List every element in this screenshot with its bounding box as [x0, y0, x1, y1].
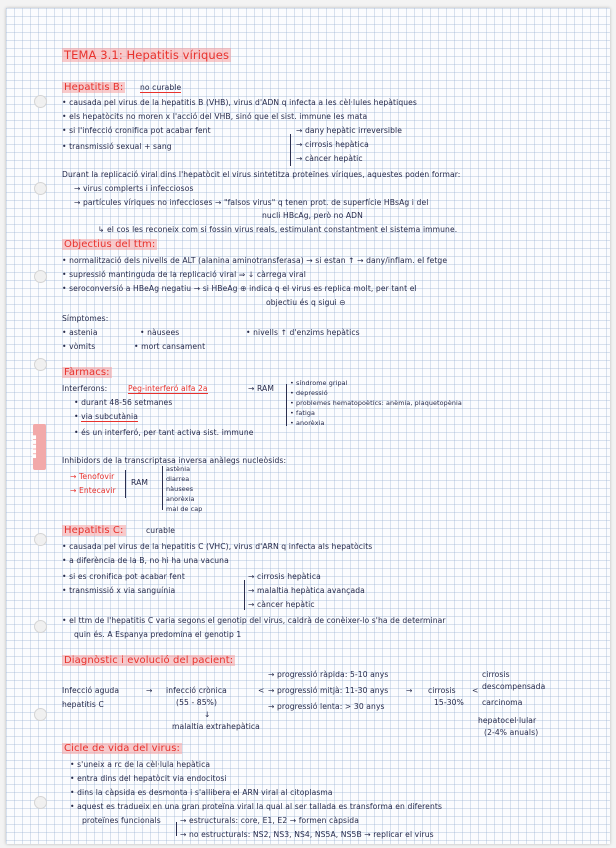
- objectius-heading: Objectius del ttm:: [64, 239, 156, 250]
- hepb-dash-1: → virus complerts i infecciosos: [74, 184, 194, 193]
- hepc-result-2: → malaltia hepàtica avançada: [248, 586, 365, 595]
- hepb-bullet-1: • causada pel virus de la hepatitis B (VHB), virus d'ADN q infecta a les cèl·lules hepàtiques: [62, 98, 417, 107]
- farmac-note-3: • és un interferó, per tant activa sist. immune: [74, 428, 254, 437]
- cirrosis-node: cirrosis: [428, 686, 456, 695]
- down-arrow-icon: ↓: [204, 710, 211, 719]
- simptoma-1: • astenia: [62, 328, 98, 337]
- binder-hole: [34, 708, 47, 721]
- infeccio-aguda: Infecció aguda: [62, 686, 120, 695]
- ram2-item-2: diarrea: [166, 475, 190, 483]
- binder-hole: [34, 95, 47, 108]
- ram-item-5: • anorèxia: [290, 419, 325, 427]
- page-title: TEMA 3.1: Hepatitis víriques: [64, 48, 230, 62]
- outcome-carcinoma-b: hepatocel·lular: [478, 716, 537, 725]
- infeccio-aguda-type: hepatitis C: [62, 700, 104, 709]
- hepc-result-3: → càncer hepàtic: [248, 600, 315, 609]
- cicle-heading: Cicle de vida del virus:: [64, 743, 180, 754]
- hepb-bullet-3: • si l'infecció cronifica pot acabar fent: [62, 126, 211, 135]
- cicle-step-1: • s'uneix a rc de la cèl·lula hepàtica: [70, 760, 211, 769]
- bracket: [286, 384, 287, 426]
- cicle-step-2: • entra dins del hepatòcit via endocitosi: [70, 774, 227, 783]
- hepb-dash-3: ↳ el cos les reconeix com si fossin virus reals, estimulant constantment el sistema immune.: [98, 225, 458, 234]
- ram2-item-3: nàusees: [166, 485, 194, 493]
- branch-arrow-icon: <: [472, 686, 479, 695]
- objectiu-1: • normalització dels nivells de ALT (alanina aminotransferasa) → si estan ↑ → dany/inflam. el fetge: [62, 256, 448, 265]
- progressio-mitja: → progressió mitjà: 11-30 anys: [268, 686, 389, 695]
- simptomes-heading: Símptomes:: [62, 314, 109, 323]
- binder-hole: [34, 358, 47, 371]
- infeccio-cronica-pct: (55 - 85%): [176, 698, 218, 707]
- ram2-item-5: mal de cap: [166, 505, 203, 513]
- hepc-bullet-1: • causada pel virus de la hepatitis C (VHC), virus d'ARN q infecta als hepatòcits: [62, 542, 373, 551]
- merge-arrow-icon: →: [406, 686, 413, 695]
- bracket: [125, 470, 126, 498]
- outcome-cirrosis: cirrosis: [482, 670, 510, 679]
- simptoma-5: • mort cansament: [134, 342, 206, 351]
- hepb-paragraph: Durant la replicació viral dins l'hepatòcit el virus sintetitza proteïnes víriques, aquestes poden formar:: [62, 170, 461, 179]
- drug-tenofovir: → Tenofovir: [70, 472, 115, 481]
- hepb-dash-2b: nucli HBcAg, però no ADN: [262, 211, 363, 220]
- simptoma-2: • nàusees: [140, 328, 180, 337]
- drug-entecavir: → Entecavir: [70, 486, 116, 495]
- peg-interferon: Peg-interferó alfa 2a: [128, 384, 208, 393]
- hepc-ttm-2: quin és. A Espanya predomina el genotip 1: [74, 630, 242, 639]
- hepc-ttm-1: • el ttm de l'hepatitis C varia segons el genotip del virus, caldrà de conèixer-lo s'ha de determinar: [62, 616, 446, 625]
- ram-item-1: • síndrome gripal: [290, 379, 348, 387]
- ram2-item-1: astènia: [166, 465, 191, 473]
- hepb-dash-2: → partícules víriques no infeccioses → "falsos virus" q tenen prot. de superfície HBsAg i del: [74, 198, 429, 207]
- hepc-heading: Hepatitis C:: [64, 525, 124, 536]
- binder-hole: [34, 796, 47, 809]
- diagnostic-heading: Diagnòstic i evolució del pacient:: [64, 655, 234, 666]
- bracket: [244, 580, 245, 610]
- farmac-note-1: • durant 48-56 setmanes: [74, 398, 173, 407]
- cicle-no-estructurals: → no estructurals: NS2, NS3, NS4, NS5A, NS5B → replicar el virus: [180, 830, 434, 839]
- ram-item-3: • problemes hematopoètics: anèmia, plaquetopènia: [290, 399, 462, 407]
- hepb-consequence-3: → càncer hepàtic: [296, 154, 363, 163]
- cirrosis-pct: 15-30%: [434, 698, 464, 707]
- inhibidors-heading: Inhibidors de la transcriptasa inversa anàlegs nucleòsids:: [62, 456, 287, 465]
- malaltia-extrahepatica: malaltia extrahepàtica: [172, 722, 260, 731]
- cicle-step-4b: proteïnes funcionals: [82, 816, 161, 825]
- objectiu-2: • supressió mantinguda de la replicació viral ⇒ ↓ càrrega viral: [62, 270, 306, 279]
- binder-hole: [34, 533, 47, 546]
- outcome-cirrosis-b: descompensada: [482, 682, 546, 691]
- ram2-item-4: anorèxia: [166, 495, 195, 503]
- progressio-rapida: → progressió ràpida: 5-10 anys: [268, 670, 389, 679]
- simptoma-3: • nivells ↑ d'enzims hepàtics: [246, 328, 360, 337]
- margin-tab-icon: ■■■■■: [31, 434, 38, 459]
- hepc-bullet-2: • a diferència de la B, no hi ha una vacuna: [62, 556, 229, 565]
- progressio-lenta: → progressió lenta: > 30 anys: [268, 702, 385, 711]
- ram2-label: RAM: [131, 478, 149, 487]
- binder-hole: [34, 620, 47, 633]
- ram-label: → RAM: [248, 384, 274, 393]
- hepc-result-1: → cirrosis hepàtica: [248, 572, 321, 581]
- binder-hole: [34, 270, 47, 283]
- branch-arrow-icon: <: [258, 686, 265, 695]
- objectiu-3: • seroconversió a HBeAg negatiu → si HBeAg ⊕ indica q el virus es replica molt, per tant el: [62, 284, 417, 293]
- outcome-carcinoma: carcinoma: [482, 698, 523, 707]
- interferons-label: Interferons:: [62, 384, 108, 393]
- farmacs-heading: Fàrmacs:: [64, 367, 110, 378]
- ram-item-4: • fatiga: [290, 409, 316, 417]
- cicle-step-4: • aquest es tradueix en una gran proteïna viral la qual al ser tallada es transforma en diferents: [70, 802, 442, 811]
- hepb-note: no curable: [140, 83, 182, 92]
- hepc-note: curable: [146, 526, 176, 535]
- ram-item-2: • depressió: [290, 389, 328, 397]
- bracket: [162, 466, 163, 510]
- hepc-bullet-3: • si es cronifica pot acabar fent: [62, 572, 185, 581]
- farmac-note-2: • via subcutània: [74, 412, 138, 421]
- hepc-bullet-4: • transmissió x via sanguínia: [62, 586, 176, 595]
- hepb-consequence-1: → dany hepàtic irreversible: [296, 126, 402, 135]
- binder-hole: [34, 182, 47, 195]
- objectiu-3b: objectiu és q sigui ⊖: [266, 298, 346, 307]
- cicle-step-3: • dins la càpsida es desmonta i s'allibera el ARN viral al citoplasma: [70, 788, 333, 797]
- outcome-carcinoma-c: (2-4% anuals): [484, 728, 539, 737]
- cicle-estructurals: → estructurals: core, E1, E2 → formen càpsida: [180, 816, 359, 825]
- hepb-heading: Hepatitis B:: [64, 82, 124, 93]
- arrow-icon: →: [146, 686, 153, 695]
- bracket: [176, 822, 177, 836]
- hepb-bullet-4: • transmissió sexual + sang: [62, 142, 172, 151]
- hepb-consequence-2: → cirrosis hepàtica: [296, 140, 369, 149]
- infeccio-cronica: infecció crònica: [166, 686, 227, 695]
- hepb-bullet-2: • els hepatòcits no moren x l'acció del VHB, sinó que el sist. immune les mata: [62, 112, 368, 121]
- simptoma-4: • vòmits: [62, 342, 96, 351]
- bracket: [290, 134, 291, 166]
- margin-tab: [33, 424, 46, 470]
